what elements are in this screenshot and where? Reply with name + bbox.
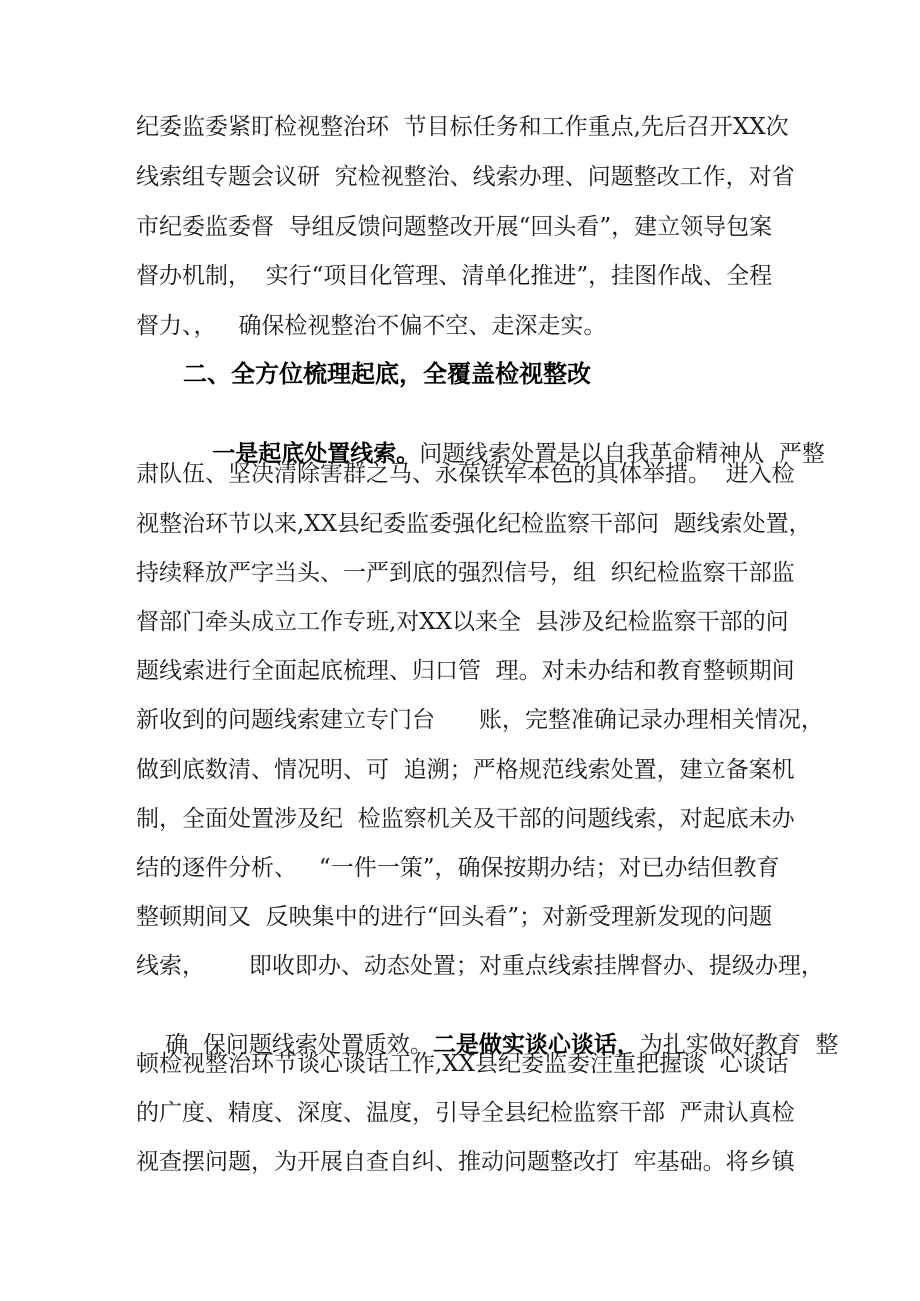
text-line: 制，全面处置涉及纪 检监察机关及干部的问题线索，对起底未办 [136,806,795,832]
text-segment: 确 保问题线索处置质效。 [165,1032,433,1058]
text-line: 市纪委监委督 导组反馈问题整改开展“回头看”，建立领导包案 [136,214,773,240]
text-segment: 为扎实做好教育 整 [639,1032,839,1058]
text-line: 督办机制， 实行“项目化管理、清单化推进”，挂图作战、全程 [136,263,773,289]
text-line: 结的逐件分析、 “一件一策”，确保按期办结；对已办结但教育 [136,855,780,881]
lead-phrase: 二是做实谈心谈话， [432,1032,640,1058]
text-line: 线索， 即收即办、动态处置；对重点线索挂牌督办、提级办理， [136,953,824,979]
text-line: 肃队伍、坚决清除害群之马、永葆铁军本色的具体举措。 进入检 [136,461,795,487]
text-line: 做到底数清、情况明、可 追溯；严格规范线索处置，建立备案机 [136,757,795,783]
text-line: 督力、， 确保检视整治不偏不空、走深走实。 [136,313,607,339]
text-line: 视查摆问题，为开展自查自纠、推动问题整改打 牢基础。将乡镇 [136,1149,795,1175]
text-line: 持续释放严字当头、一严到底的强烈信号，组 织纪检监察干部监 [136,560,795,586]
text-line: 整顿期间又 反映集中的进行“回头看”；对新受理新发现的问题 [136,904,773,930]
text-line: 纪委监委紧盯检视整治环 节目标任务和工作重点,先后召开XX次 [136,114,789,140]
text-segment: 问题线索处置是以自我革命精神从 严整 [419,441,825,467]
lead-phrase: 一是起底处置线索。 [212,441,420,467]
text-line: 新收到的问题线索建立专门台 账，完整准确记录办理相关情况， [136,707,824,733]
text-line: 视整治环节以来,XX县纪委监委强化纪检监察干部问 题线索处置， [136,511,812,537]
text-line: 线索组专题会议研 究检视整治、线索办理、问题整改工作，对省 [136,164,795,190]
text-line: 顿检视整治环节谈心谈话工作,XX县纪委监委注重把握谈 心谈话 [136,1051,789,1077]
text-line: 题线索进行全面起底梳理、归口管 理。对未办结和教育整顿期间 [136,658,795,684]
text-line: 的广度、精度、深度、温度，引导全县纪检监察干部 严肃认真检 [136,1100,795,1126]
section-heading: 二、全方位梳理起底，全覆盖检视整改 [183,360,591,388]
text-line: 督部门牵头成立工作专班,对XX以来全 县涉及纪检监察干部的问 [136,609,789,635]
